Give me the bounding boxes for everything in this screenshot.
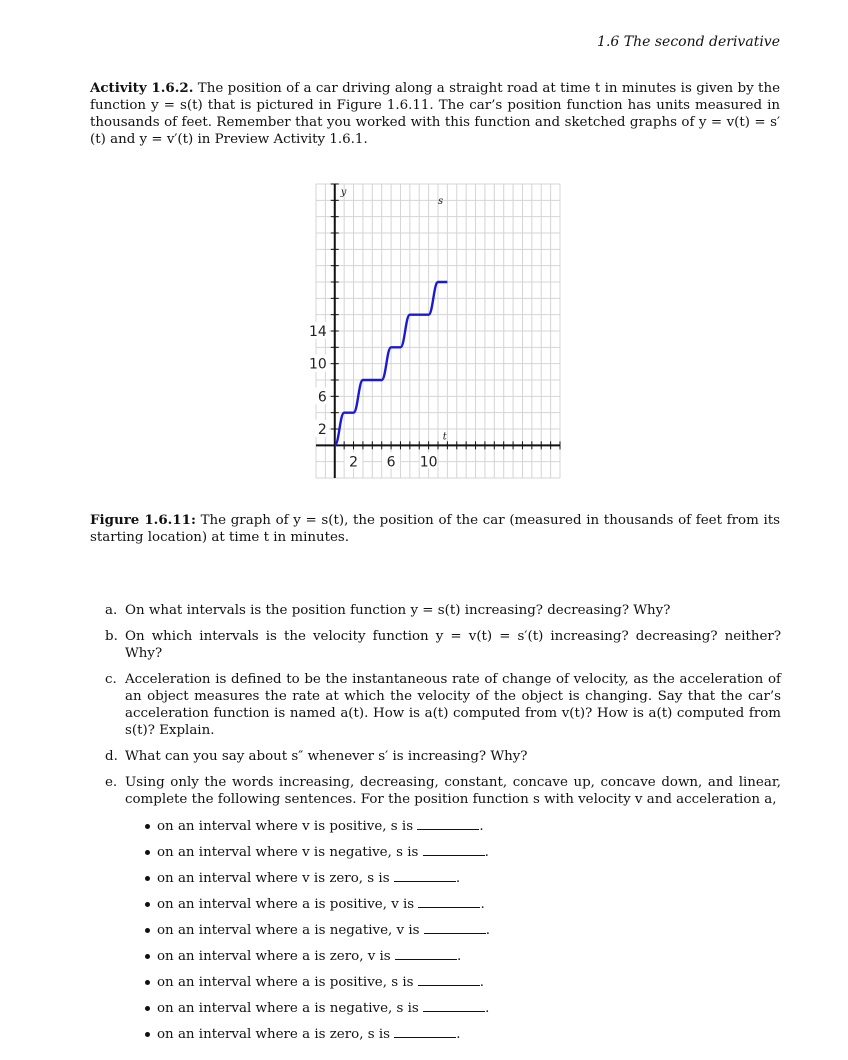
bullet-icon: [145, 876, 150, 881]
x-tick-label: 6: [386, 454, 396, 471]
x-axis-label: t: [442, 431, 447, 443]
activity-text: The position of a car driving along a straight road at time t in minutes is given by the function y = s(t) that is pictured in Figure 1.6.11. The car’s position function has units measured in thousands of feet. Remember that you worked with this function and sketched graphs of y = v(t) = s′(t) and y = v′(t) in Preview Activity 1.6.1.: [90, 81, 780, 147]
y-tick-label: 6: [317, 389, 327, 406]
bullet-text: on an interval where v is positive, s is: [157, 819, 414, 834]
answer-blank: [417, 817, 479, 830]
bullet-text: on an interval where a is zero, v is: [157, 949, 391, 964]
answer-blank: [394, 1025, 456, 1038]
question-text: What can you say about s″ whenever s′ is increasing? Why?: [125, 749, 528, 764]
answer-blank: [423, 999, 485, 1012]
question-text: Using only the words increasing, decreasing, constant, concave up, concave down, and linear, complete the following sentences. For the position function s with velocity v and acceleration a,: [125, 775, 781, 807]
question-letter: a.: [105, 603, 118, 618]
answer-blank: [418, 973, 480, 986]
list-item: on an interval where a is positive, v is .: [125, 895, 781, 921]
bullet-icon: [145, 1006, 150, 1011]
question-letter: c.: [105, 672, 117, 687]
list-item: on an interval where v is positive, s is .: [125, 817, 781, 843]
question-c: [105, 671, 781, 739]
position-graph: [308, 180, 564, 482]
bullet-text: on an interval where a is negative, s is: [157, 1001, 419, 1016]
question-e: [105, 774, 781, 1051]
running-head: 1.6 The second derivative: [597, 34, 780, 50]
answer-blank: [395, 947, 457, 960]
question-letter: b.: [105, 629, 118, 644]
list-item: on an interval where a is negative, v is .: [125, 921, 781, 947]
question-letter: e.: [105, 775, 118, 790]
y-axis-label: y: [340, 187, 347, 198]
answer-blank: [394, 869, 456, 882]
question-d: [105, 748, 781, 765]
activity-paragraph: [90, 80, 780, 148]
bullet-icon: [145, 1032, 150, 1037]
bullet-text: on an interval where a is negative, v is: [157, 923, 420, 938]
question-text: On which intervals is the velocity function y = v(t) = s′(t) increasing? decreasing? neither? Why?: [125, 629, 781, 661]
curve-label-s: s: [438, 196, 444, 207]
list-item: on an interval where v is zero, s is .: [125, 869, 781, 895]
x-tick-label: 2: [349, 454, 358, 471]
question-a: [105, 602, 781, 619]
list-item: on an interval where a is positive, s is .: [125, 973, 781, 999]
sentence-completion-list: [125, 817, 781, 1051]
bullet-text: on an interval where a is positive, s is: [157, 975, 414, 990]
bullet-text: on an interval where v is zero, s is: [157, 871, 390, 886]
list-item: on an interval where a is zero, v is .: [125, 947, 781, 973]
question-b: [105, 628, 781, 662]
figure-caption: [90, 512, 780, 546]
figure-caption-text: The graph of y = s(t), the position of the car (measured in thousands of feet from its starting location) at time t in minutes.: [90, 513, 780, 545]
bullet-text: on an interval where a is positive, v is: [157, 897, 415, 912]
answer-blank: [418, 895, 480, 908]
x-tick-label: 10: [419, 454, 438, 471]
bullet-icon: [145, 902, 150, 907]
bullet-icon: [145, 928, 150, 933]
question-list: [105, 602, 781, 1060]
bullet-text: on an interval where v is negative, s is: [157, 845, 419, 860]
list-item: on an interval where a is negative, s is .: [125, 999, 781, 1025]
question-letter: d.: [105, 749, 118, 764]
bullet-icon: [145, 980, 150, 985]
y-tick-label: 14: [308, 324, 327, 340]
question-text: Acceleration is defined to be the instantaneous rate of change of velocity, as the acceleration of an object measures the rate at which the velocity of the object is changing. Say that the car’s acceleration function is named a(t). How is a(t) computed from v(t)? How is a(t) computed from s(t)? Explain.: [125, 672, 781, 738]
activity-label: Activity 1.6.2.: [90, 80, 194, 96]
answer-blank: [424, 921, 486, 934]
bullet-icon: [145, 824, 150, 829]
list-item: on an interval where v is negative, s is .: [125, 843, 781, 869]
list-item: on an interval where a is zero, s is .: [125, 1025, 781, 1051]
answer-blank: [423, 843, 485, 856]
y-tick-label: 10: [308, 356, 327, 373]
bullet-icon: [145, 850, 150, 855]
figure-label: Figure 1.6.11:: [90, 512, 196, 528]
bullet-icon: [145, 954, 150, 959]
bullet-text: on an interval where a is zero, s is: [157, 1027, 390, 1042]
y-tick-label: 2: [317, 422, 327, 438]
position-graph-svg: [308, 180, 564, 482]
question-text: On what intervals is the position function y = s(t) increasing? decreasing? Why?: [125, 603, 671, 618]
